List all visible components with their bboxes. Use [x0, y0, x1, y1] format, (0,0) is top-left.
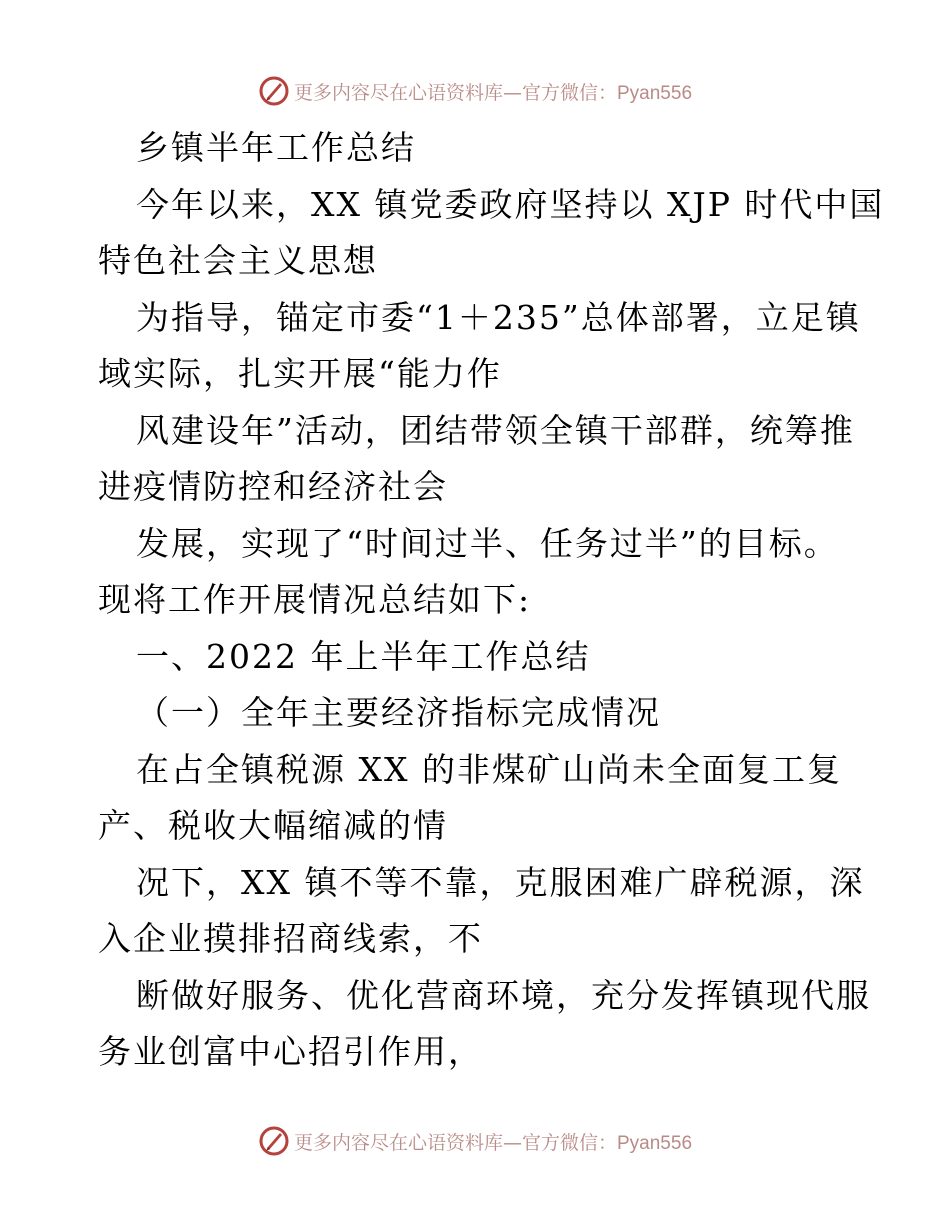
paragraph-line: 今年以来，XX 镇党委政府坚持以 XJP 时代中国 [136, 184, 885, 224]
watermark-text [294, 78, 692, 105]
watermark-message: 更多内容尽在心语资料库—官方微信： [293, 81, 617, 104]
paragraph-line: 域实际，扎实开展“能力作 [98, 354, 502, 393]
paragraph-line: 务业创富中心招引作用， [98, 1032, 483, 1071]
paragraph-line: 况下，XX 镇不等不靠，克服困难广辟税源，深 [136, 862, 865, 902]
watermark-handle: Pyan556 [617, 82, 693, 104]
paragraph-line: 特色社会主义思想 [98, 241, 378, 280]
document-body [98, 120, 885, 1081]
paragraph-line: 发展，实现了“时间过半、任务过半”的目标。 [136, 523, 839, 563]
quill-pen-logo-icon [258, 1125, 290, 1157]
paragraph-line: 为指导，锚定市委“1＋235”总体部署，立足镇 [136, 297, 861, 337]
paragraph-line: 进疫情防控和经济社会 [98, 467, 448, 506]
footer-watermark [0, 1121, 950, 1161]
paragraph-line: 入企业摸排招商线索，不 [98, 919, 483, 958]
paragraph-line: 一、2022 年上半年工作总结 [136, 636, 591, 676]
quill-pen-logo-icon [258, 75, 290, 107]
paragraph-line: （一）全年主要经济指标完成情况 [136, 693, 661, 732]
watermark-message: 更多内容尽在心语资料库—官方微信： [293, 1131, 617, 1154]
paragraph-line: 风建设年”活动，团结带领全镇干部群，统筹推 [136, 410, 855, 450]
paragraph-line: 产、税收大幅缩减的情 [98, 806, 448, 845]
document-title: 乡镇半年工作总结 [136, 128, 416, 167]
paragraph-line: 在占全镇税源 XX 的非煤矿山尚未全面复工复 [136, 749, 842, 789]
header-watermark [0, 71, 950, 111]
watermark-handle: Pyan556 [617, 1132, 693, 1154]
watermark-text [294, 1128, 692, 1155]
paragraph-line: 现将工作开展情况总结如下: [98, 580, 532, 619]
paragraph-line: 断做好服务、优化营商环境，充分发挥镇现代服 [136, 975, 871, 1015]
